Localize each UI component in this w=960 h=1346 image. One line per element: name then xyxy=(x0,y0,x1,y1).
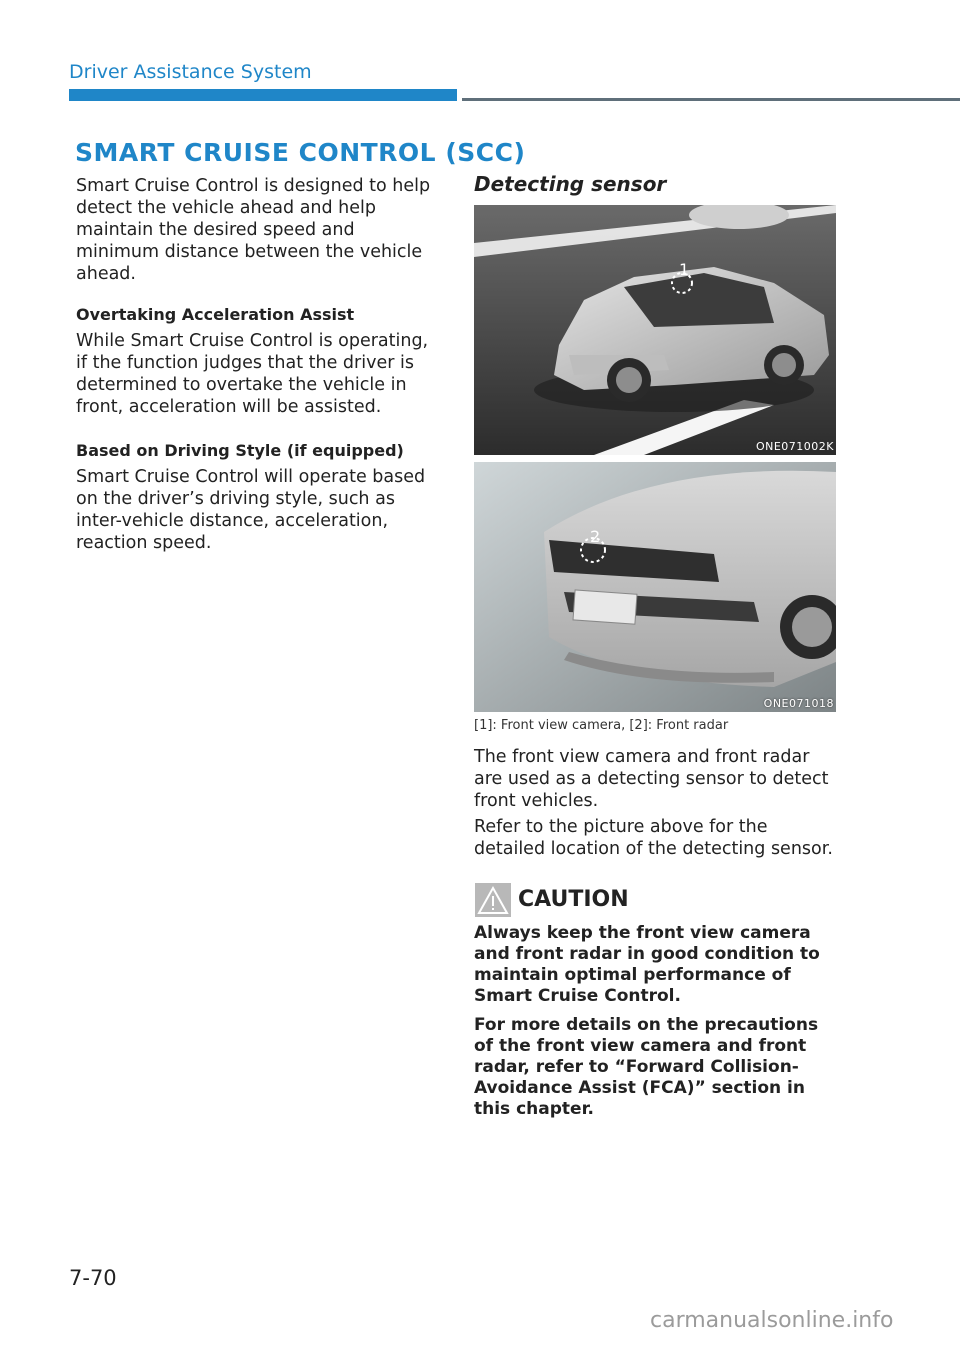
front-radar-photo xyxy=(474,462,836,712)
caution-box xyxy=(475,883,511,917)
header-rule-grey xyxy=(462,98,960,101)
intro-paragraph: Smart Cruise Control is designed to help detect the vehicle ahead and help maintain the desired speed and minimum distance between the vehicle ahead. xyxy=(76,176,431,284)
image2-code: ONE071018 xyxy=(763,697,834,710)
warning-triangle-icon xyxy=(475,883,511,917)
chapter-title: Driver Assistance System xyxy=(69,61,312,83)
detecting-sensor-title: Detecting sensor xyxy=(474,172,667,196)
radar-marker-label: 2 xyxy=(590,527,601,546)
caution-title: CAUTION xyxy=(518,887,629,912)
overtaking-heading: Overtaking Acceleration Assist xyxy=(76,305,355,324)
header-rule-accent xyxy=(69,89,457,101)
front-camera-photo xyxy=(474,205,836,455)
watermark: carmanualsonline.info xyxy=(650,1308,894,1333)
image-caption: [1]: Front view camera, [2]: Front radar xyxy=(474,718,729,733)
location-paragraph: Refer to the picture above for the detailed location of the detecting sensor. xyxy=(474,817,833,859)
camera-marker-label: 1 xyxy=(679,260,690,279)
overtaking-paragraph: While Smart Cruise Control is operating, if the function judges that the driver is determined to overtake the vehicle in front, acceleration will be assisted. xyxy=(76,331,429,417)
section-title: SMART CRUISE CONTROL (SCC) xyxy=(75,138,526,167)
sensor-paragraph: The front view camera and front radar are used as a detecting sensor to detect front vehicles. xyxy=(474,747,829,811)
page-number: 7-70 xyxy=(69,1266,117,1290)
driving-style-heading: Based on Driving Style (if equipped) xyxy=(76,441,404,460)
driving-style-paragraph: Smart Cruise Control will operate based on the driver’s driving style, such as inter-vehicle distance, acceleration, reaction speed. xyxy=(76,467,426,553)
caution-text-2: For more details on the precautions of the front view camera and front radar, refer to “Forward Collision-Avoidance Assist (FCA)” section in this chapter. xyxy=(474,1015,819,1119)
image1-code: ONE071002K xyxy=(755,440,834,453)
caution-text-1: Always keep the front view camera and front radar in good condition to maintain optimal performance of Smart Cruise Control. xyxy=(474,923,820,1006)
